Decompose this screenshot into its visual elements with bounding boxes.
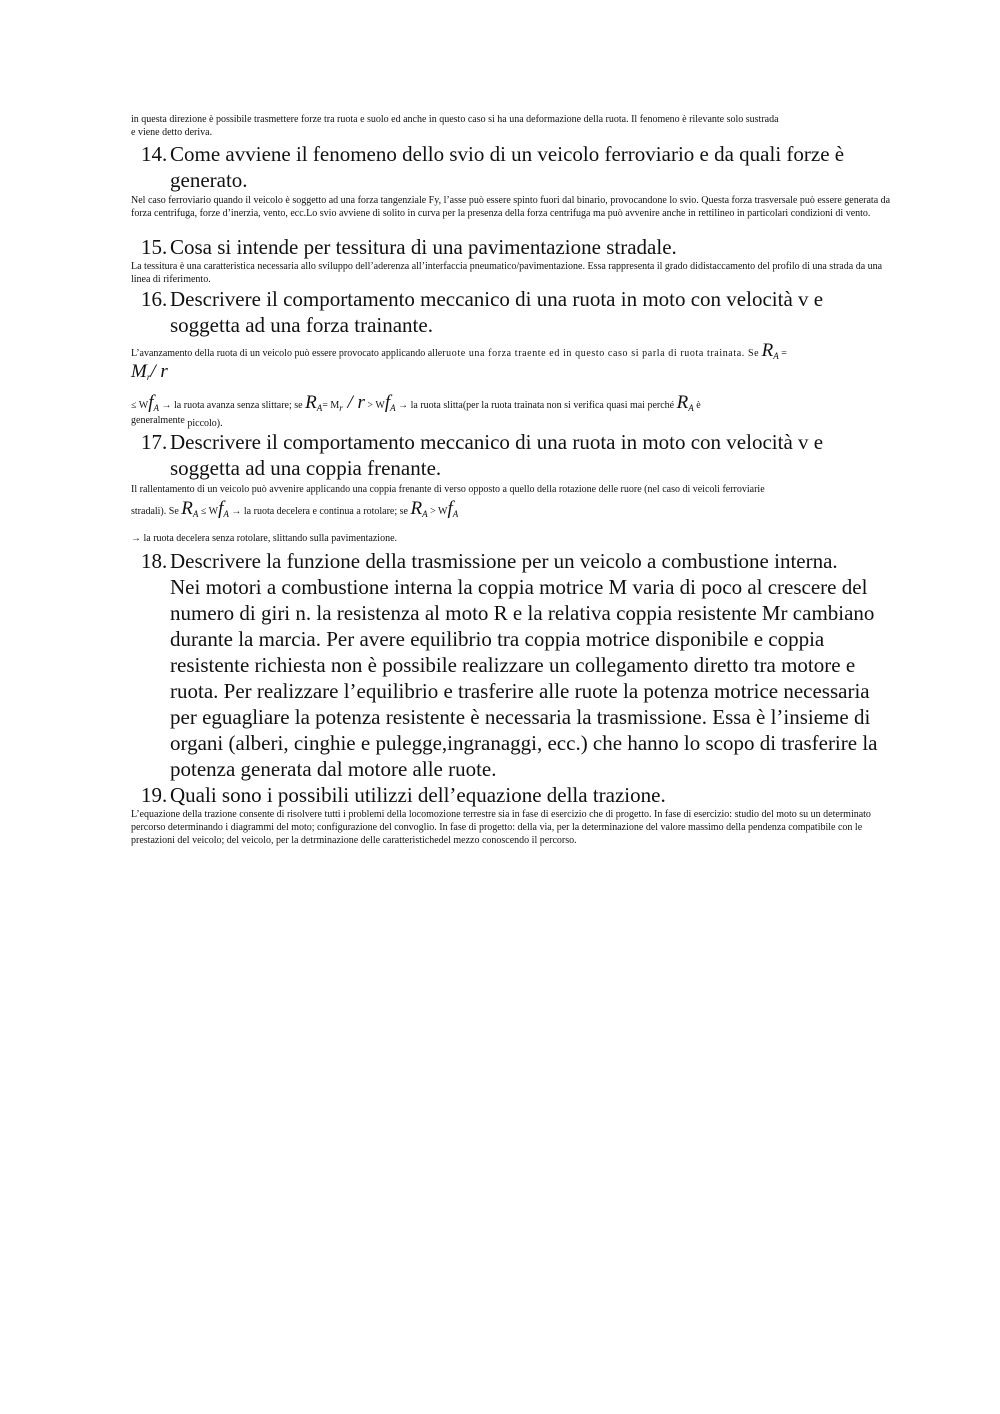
question-15-title: Cosa si intende per tessitura di una pavimentazione stradale. [170, 235, 677, 259]
question-14-title: Come avviene il fenomeno dello svio di un veicolo ferroviario e da quali forze è generato. [170, 142, 845, 192]
answer-17-line-1: Il rallentamento di un veicolo può avvenire applicando una coppia frenante di verso opposto a quello della rotazione delle ruore (nel caso di veicoli ferroviarie [131, 484, 765, 495]
question-14 [0, 141, 900, 193]
question-15 [0, 234, 900, 260]
answer-14 [131, 194, 891, 220]
answer-15 [131, 260, 891, 286]
answer-17-line-2: stradali). Se $R_A \le Wf_A$ → la ruota decelera e continua a rotolare; se $R_A > Wf_A$ [131, 498, 459, 519]
question-18-title: Descrivere la funzione della trasmissione per un veicolo a combustione interna. [170, 549, 838, 573]
answer-15-text: La tessitura è una caratteristica necessaria allo sviluppo dell’aderenza all’interfaccia pneumatico/pavimentazione. Essa rappresenta il grado didistaccamento del profilo di una strada da una linea di riferimento. [131, 261, 883, 285]
answer-19 [131, 808, 891, 847]
eq-mr-over-r: $M_r/$ r [131, 361, 168, 382]
question-17-title: Descrivere il comportamento meccanico di una ruota in moto con velocità v e soggetta ad una coppia frenante. [170, 430, 824, 480]
intro-line-1: in questa direzione è possibile trasmettere forze tra ruota e suolo ed anche in questo caso si ha una deformazione della ruota. Il fenomeno è rilevante solo sustrada [131, 114, 779, 125]
question-19-title: Quali sono i possibili utilizzi dell’equazione della trazione. [170, 783, 666, 807]
answer-16 [131, 340, 891, 387]
answer-17-line-3: → la ruota decelera senza rotolare, slittando sulla pavimentazione. [131, 533, 398, 544]
cond2-f: $f_A$ [384, 392, 396, 413]
intro-line-2: e viene detto deriva. [131, 127, 213, 138]
question-18-number: 18. [141, 549, 168, 573]
question-19-number: 19. [141, 783, 168, 807]
question-16-title: Descrivere il comportamento meccanico di una ruota in moto con velocità v e soggetta ad una forza trainante. [170, 287, 824, 337]
answer-17-end [131, 532, 891, 545]
question-16-number: 16. [141, 287, 168, 311]
answer-17 [131, 483, 891, 520]
question-19 [0, 782, 900, 808]
question-15-number: 15. [141, 235, 168, 259]
question-17-number: 17. [141, 430, 168, 454]
eq-ra: $R_A$ [761, 340, 779, 361]
question-14-number: 14. [141, 142, 168, 166]
cond1-text: → la ruota avanza senza slittare; se [161, 400, 303, 411]
question-18 [0, 548, 900, 782]
cond2-end: è [696, 400, 701, 411]
eq-equals: = [781, 348, 787, 359]
answer-16-conditions [131, 392, 891, 427]
cond2-eq: $R_A= M_r / r$ [305, 392, 365, 413]
question-18-body: Nei motori a combustione interna la coppia motrice M varia di poco al crescere del numero di giri n. la resistenza al moto R e la relativa coppia resistente Mr cambiano durante la marcia. Per avere equilibrio tra coppia motrice disponibile e coppia resistente richiesta non è possibile realizzare un collegamento diretto tra motore e ruota. Per realizzare l’equilibrio e trasferire alle ruote la potenza motrice necessaria per eguagliare la potenza resistente è necessaria la trasmissione. Essa è l’insieme di organi (alberi, cinghie e pulegge,ingranaggi, ecc.) che hanno lo scopo di trasferire la potenza generata dal motore alle ruote. [170, 575, 878, 781]
question-16 [0, 286, 900, 338]
answer-16-text-a: L’avanzamento della ruota di un veicolo può essere provocato applicando alle [131, 348, 443, 359]
answer-19-text: L’equazione della trazione consente di risolvere tutti i problemi della locomozione terrestre sia in fase di esercizio che di progetto. In fase di esercizio: studio del moto su un determinato percorso determinando i diagrammi del moto; configurazione del convoglio. In fase di progetto: della via, per la determinazione del valore massimo della pendenza compatibile con le prestazioni del veicolo; del veicolo, per la detrminazione delle caratteristichedel mezzo conoscendo il percorso. [131, 809, 871, 846]
cond1-f: $f_A$ [148, 392, 160, 413]
intro-paragraph [131, 113, 891, 139]
cond2-ra: $R_A$ [676, 392, 694, 413]
question-17 [0, 429, 900, 481]
cond2-text: → la ruota slitta(per la ruota trainata non si verifica quasi mai perché [398, 400, 675, 411]
cond2-gt: > W [367, 400, 385, 411]
answer-16-text-b: ruote una forza traente ed in questo caso si parla di ruota trainata. Se [442, 348, 760, 359]
cond2-last-line: generalmente piccolo). [131, 415, 223, 429]
answer-14-text: Nel caso ferroviario quando il veicolo è soggetto ad una forza tangenziale Fy, l’asse può essere spinto fuori dal binario, provocandone lo svio. Questa forza trasversale può essere generata da forza centrifuga, forze d’inerzia, vento, ecc.Lo svio avviene di solito in curva per la presenza della forza centrifuga ma può avvenire anche in rettilineo in particolari condizioni di vento. [131, 195, 891, 219]
cond1-lhs: ≤ W [131, 400, 149, 411]
